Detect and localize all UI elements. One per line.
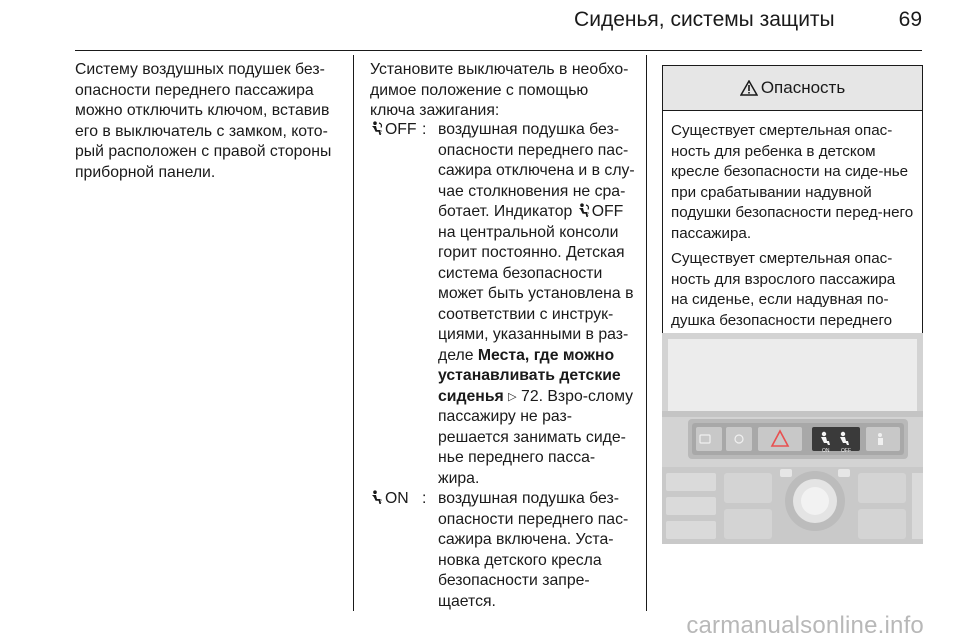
photo-on-label: ON (822, 448, 830, 454)
def-off-text-a: воздушная подушка без-опасности переднего пас-сажира отключена и в слу-чае столкновения не сра-ботает. Индикатор (438, 121, 635, 220)
page-title: Сиденья, системы защиты (574, 8, 835, 31)
svg-text:2: 2 (379, 130, 382, 136)
definition-desc-on: воздушная подушка без-опасности переднего пас-сажира включена. Уста-новка детского кресла безопасности запре-щается. (438, 490, 629, 610)
photo-off-label: OFF (841, 448, 851, 454)
airbag-off-icon (577, 203, 591, 218)
warning-title: Опасность (760, 78, 846, 97)
definition-desc-off (438, 120, 635, 489)
def-off-text-c: . Взро-слому пассажиру не раз-решается занимать сиде-нье переднего пасса-жира. (438, 387, 634, 487)
page-number: 69 (898, 8, 922, 31)
column-divider-left (353, 55, 354, 611)
term-off-label: OFF (385, 121, 417, 138)
term-on-label: ON (385, 490, 409, 507)
page-header (574, 8, 922, 32)
def-off-text-b: на центральной консоли горит постоянно. Детская система безопасности может быть установлена в соответствии с инструк-циями, указанными в раз-деле (438, 223, 634, 364)
definition-off (370, 120, 635, 489)
reference-page: 72 (521, 387, 539, 405)
danger-warning-box (662, 65, 923, 361)
switch-definitions (370, 120, 635, 612)
page-ref-arrow-icon: ▷ (508, 390, 517, 403)
definition-on (370, 489, 635, 612)
indicator-off-label: OFF (591, 203, 624, 220)
warning-body (663, 111, 922, 360)
watermark: carmanualsonline.info (686, 612, 924, 639)
warning-paragraph: Существует смертельная опас-ность для взрослого пассажира на сиденье, если надувная по-душка безопасности переднего (671, 250, 896, 329)
definition-term-on (370, 489, 422, 612)
svg-text:2: 2 (585, 212, 589, 218)
header-rule (75, 50, 922, 51)
airbag-on-icon (370, 490, 384, 505)
warning-paragraph: Существует смертельная опас-ность для ребенка в детском кресле безопасности на сиде-нье при срабатывании надувной подушки безопасности перед-него пассажира. (671, 122, 914, 242)
column-divider-right (646, 55, 647, 611)
svg-text:2: 2 (379, 499, 382, 505)
warning-triangle-icon (740, 80, 758, 96)
airbag-off-icon (370, 121, 384, 136)
warning-header (663, 66, 922, 111)
cross-reference-link[interactable]: Места, где можно устанавливать детские сиденья (438, 346, 621, 405)
column2-intro: Установите выключатель в необхо-димое положение с помощью ключа зажигания: (370, 61, 629, 119)
definition-term-off (370, 120, 422, 489)
dashboard-switch-photo (662, 333, 923, 544)
definition-colon: : (422, 121, 427, 138)
definition-colon: : (422, 490, 427, 507)
column1-paragraph: Систему воздушных подушек без-опасности переднего пассажира можно отключить ключом, вставив его в выключатель с замком, кото-рый расположен с правой стороны приборной панели. (75, 61, 332, 181)
